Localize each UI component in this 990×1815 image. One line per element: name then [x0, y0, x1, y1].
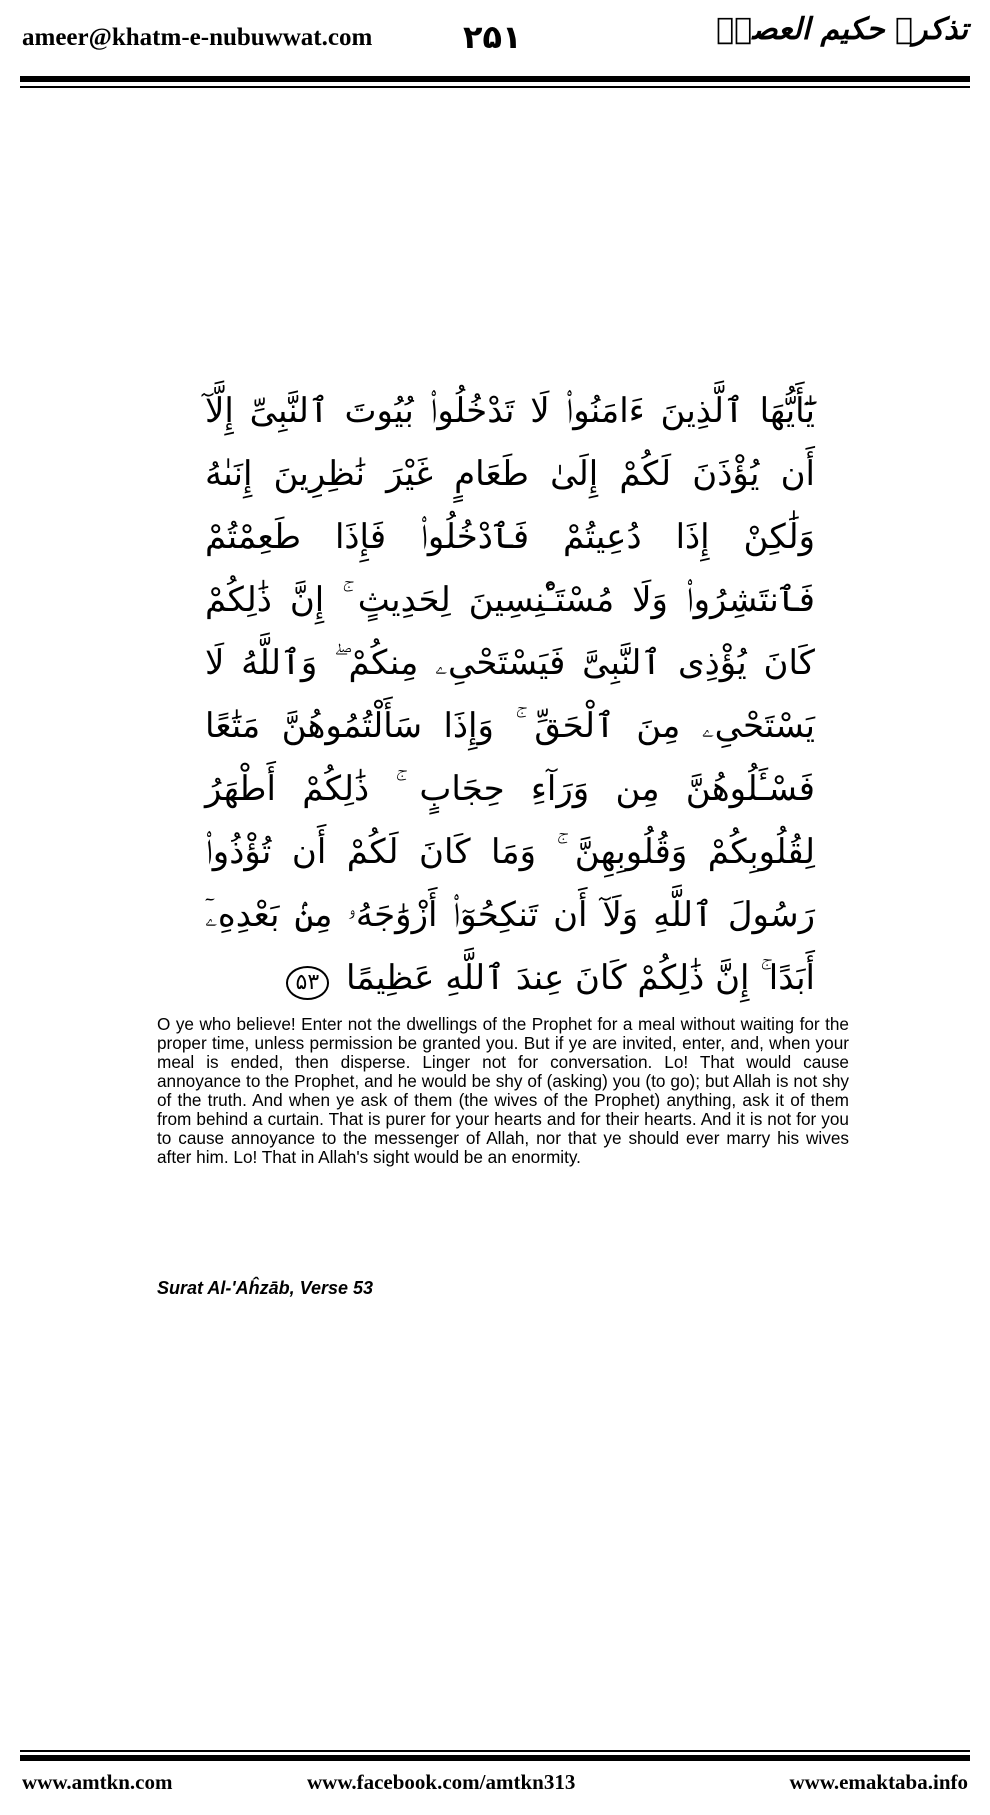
- verse-reference: Surat Al-'Aĥzāb, Verse 53: [157, 1278, 374, 1298]
- footer-link-emaktaba[interactable]: www.emaktaba.info: [789, 1770, 968, 1794]
- arabic-verse-text: يَٰٓأَيُّهَا ٱلَّذِينَ ءَامَنُوا۟ لَا تَدْخُلُوا۟ بُيُوتَ ٱلنَّبِىِّ إِلَّآ أَن يُؤْذَنَ لَكُمْ إِلَىٰ طَعَامٍ غَيْرَ نَٰظِرِينَ إِنَىٰهُ وَلَٰكِنْ إِذَا دُعِيتُمْ فَٱدْخُلُوا۟ فَإِذَا طَعِمْتُمْ فَٱنتَشِرُوا۟ وَلَا مُسْتَـْٔنِسِينَ لِحَدِيثٍ ۚ إِنَّ ذَٰلِكُمْ كَانَ يُؤْذِى ٱلنَّبِىَّ فَيَسْتَحْىِۦ مِنكُمْ ۖ وَٱللَّهُ لَا يَسْتَحْىِۦ مِنَ ٱلْحَقِّ ۚ وَإِذَا سَأَلْتُمُوهُنَّ مَتَٰعًا فَسْـَٔلُوهُنَّ مِن وَرَآءِ حِجَابٍ ۚ ذَٰلِكُمْ أَطْهَرُ لِقُلُوبِكُمْ وَقُلُوبِهِنَّ ۚ وَمَا كَانَ لَكُمْ أَن تُؤْذُوا۟ رَسُولَ ٱللَّهِ وَلَآ أَن تَنكِحُوٓا۟ أَزْوَٰجَهُۥ مِنۢ بَعْدِهِۦٓ أَبَدًا ۚ إِنَّ ذَٰلِكُمْ كَانَ عِندَ ٱللَّهِ عَظِيمًا: [205, 391, 815, 998]
- footer-link-facebook[interactable]: www.facebook.com/amtkn313: [307, 1770, 576, 1794]
- page-number: ۲۵۱: [463, 18, 522, 56]
- header-rule-thick: [20, 76, 970, 82]
- header-rule-thin: [20, 86, 970, 88]
- verse-end-marker: ۵۳: [286, 966, 330, 1000]
- header-email: ameer@khatm-e-nubuwwat.com: [22, 24, 373, 51]
- footer-link-amtkn[interactable]: www.amtkn.com: [22, 1770, 173, 1794]
- footer-rule-thick: [20, 1755, 970, 1761]
- footer-rule-thin: [20, 1750, 970, 1752]
- english-translation: O ye who believe! Enter not the dwellings of the Prophet for a meal without waiting for the proper time, unless permission be granted you. But if ye are invited, enter, and, when your meal is ended, then disperse. Linger not for conversation. Lo! That would cause annoyance to the Prophet, and he would be shy of (asking) you (to go); but Allah is not shy of the truth. And when ye ask of them (the wives of the Prophet) anything, ask it of them from behind a curtain. That is purer for your hearts and for their hearts. And it is not for you to cause annoyance to the messenger of Allah, nor that ye should ever marry his wives after him. Lo! That in Allah's sight would be an enormity.: [157, 1014, 849, 1167]
- page-footer: [0, 1770, 990, 1810]
- book-title: تذکرہ حکیم العصرؒ: [716, 12, 968, 47]
- arabic-verse: [205, 380, 815, 1010]
